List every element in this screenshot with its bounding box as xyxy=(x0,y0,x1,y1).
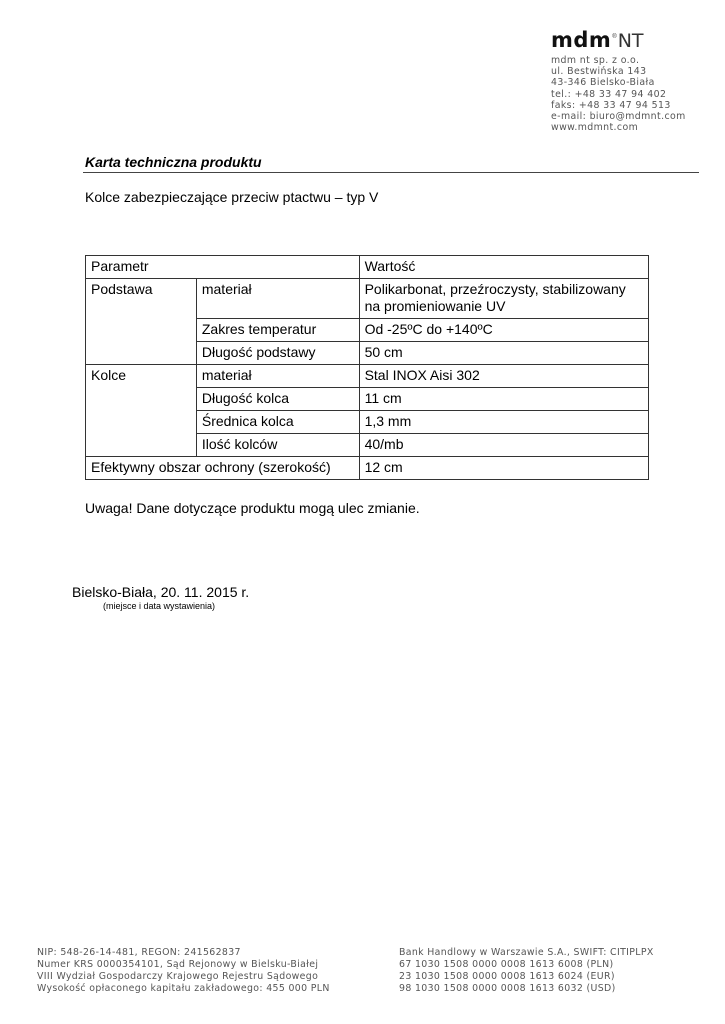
spec-table xyxy=(85,255,649,480)
param-cell: Ilość kolców xyxy=(196,434,359,457)
param-cell: Zakres temperatur xyxy=(196,319,359,342)
logo-mdm: mdm xyxy=(551,28,612,52)
value-cell: 50 cm xyxy=(359,342,648,365)
table-row xyxy=(86,279,649,319)
table-row xyxy=(86,457,649,480)
footer-court: VIII Wydział Gospodarczy Krajowego Rejestru Sądowego xyxy=(37,971,319,982)
value-cell: 40/mb xyxy=(359,434,648,457)
value-cell: 1,3 mm xyxy=(359,411,648,434)
param-cell: Długość kolca xyxy=(196,388,359,411)
logo-nt: NT xyxy=(617,30,644,52)
footer-account-pln: 67 1030 1508 0000 0008 1613 6008 (PLN) xyxy=(399,959,614,970)
company-phone: tel.: +48 33 47 94 402 xyxy=(551,88,667,100)
value-cell: 11 cm xyxy=(359,388,648,411)
place-date-caption: (miejsce i data wystawienia) xyxy=(103,601,216,611)
company-email: e-mail: biuro@mdmnt.com xyxy=(551,111,686,123)
param-cell: Długość podstawy xyxy=(196,342,359,365)
disclaimer-note: Uwaga! Dane dotyczące produktu mogą ulec zmianie. xyxy=(85,500,420,516)
value-cell: Polikarbonat, przeźroczysty, stabilizowany na promieniowanie UV xyxy=(359,279,648,319)
company-contact xyxy=(551,55,686,133)
group-podstawa: Podstawa xyxy=(86,279,197,365)
footer-bank-name: Bank Handlowy w Warszawie S.A., SWIFT: CITIPLPX xyxy=(399,947,654,958)
table-row xyxy=(86,365,649,388)
company-website: www.mdmnt.com xyxy=(551,122,639,134)
header-value: Wartość xyxy=(359,256,648,279)
param-cell: Średnica kolca xyxy=(196,411,359,434)
param-cell: Efektywny obszar ochrony (szerokość) xyxy=(86,457,360,480)
company-name: mdm nt sp. z o.o. xyxy=(551,55,640,66)
footer-registration xyxy=(37,947,330,995)
value-cell: Od -25ºC do +140ºC xyxy=(359,319,648,342)
footer-account-eur: 23 1030 1508 0000 0008 1613 6024 (EUR) xyxy=(399,971,615,982)
title-divider xyxy=(83,172,699,173)
header-param: Parametr xyxy=(86,256,360,279)
logo-registered-mark: ® xyxy=(612,34,617,40)
company-city: 43-346 Bielsko-Biała xyxy=(551,77,655,89)
product-name: Kolce zabezpieczające przeciw ptactwu – typ V xyxy=(85,189,379,205)
company-street: ul. Bestwińska 143 xyxy=(551,66,647,78)
group-kolce: Kolce xyxy=(86,365,197,457)
company-logo xyxy=(551,28,644,52)
footer-account-usd: 98 1030 1508 0000 0008 1613 6032 (USD) xyxy=(399,983,616,994)
param-cell: materiał xyxy=(196,365,359,388)
footer-krs: Numer KRS 0000354101, Sąd Rejonowy w Bielsku-Białej xyxy=(37,959,319,970)
value-cell: Stal INOX Aisi 302 xyxy=(359,365,648,388)
company-fax: faks: +48 33 47 94 513 xyxy=(551,99,671,111)
document-title: Karta techniczna produktu xyxy=(85,154,262,170)
footer-bank xyxy=(399,947,654,995)
param-cell: materiał xyxy=(196,279,359,319)
value-cell: 12 cm xyxy=(359,457,648,480)
footer-nip-regon: NIP: 548-26-14-481, REGON: 241562837 xyxy=(37,947,241,958)
place-and-date: Bielsko-Biała, 20. 11. 2015 r. xyxy=(72,584,250,600)
footer-capital: Wysokość opłaconego kapitału zakładowego: 455 000 PLN xyxy=(37,983,330,994)
table-header-row xyxy=(86,256,649,279)
